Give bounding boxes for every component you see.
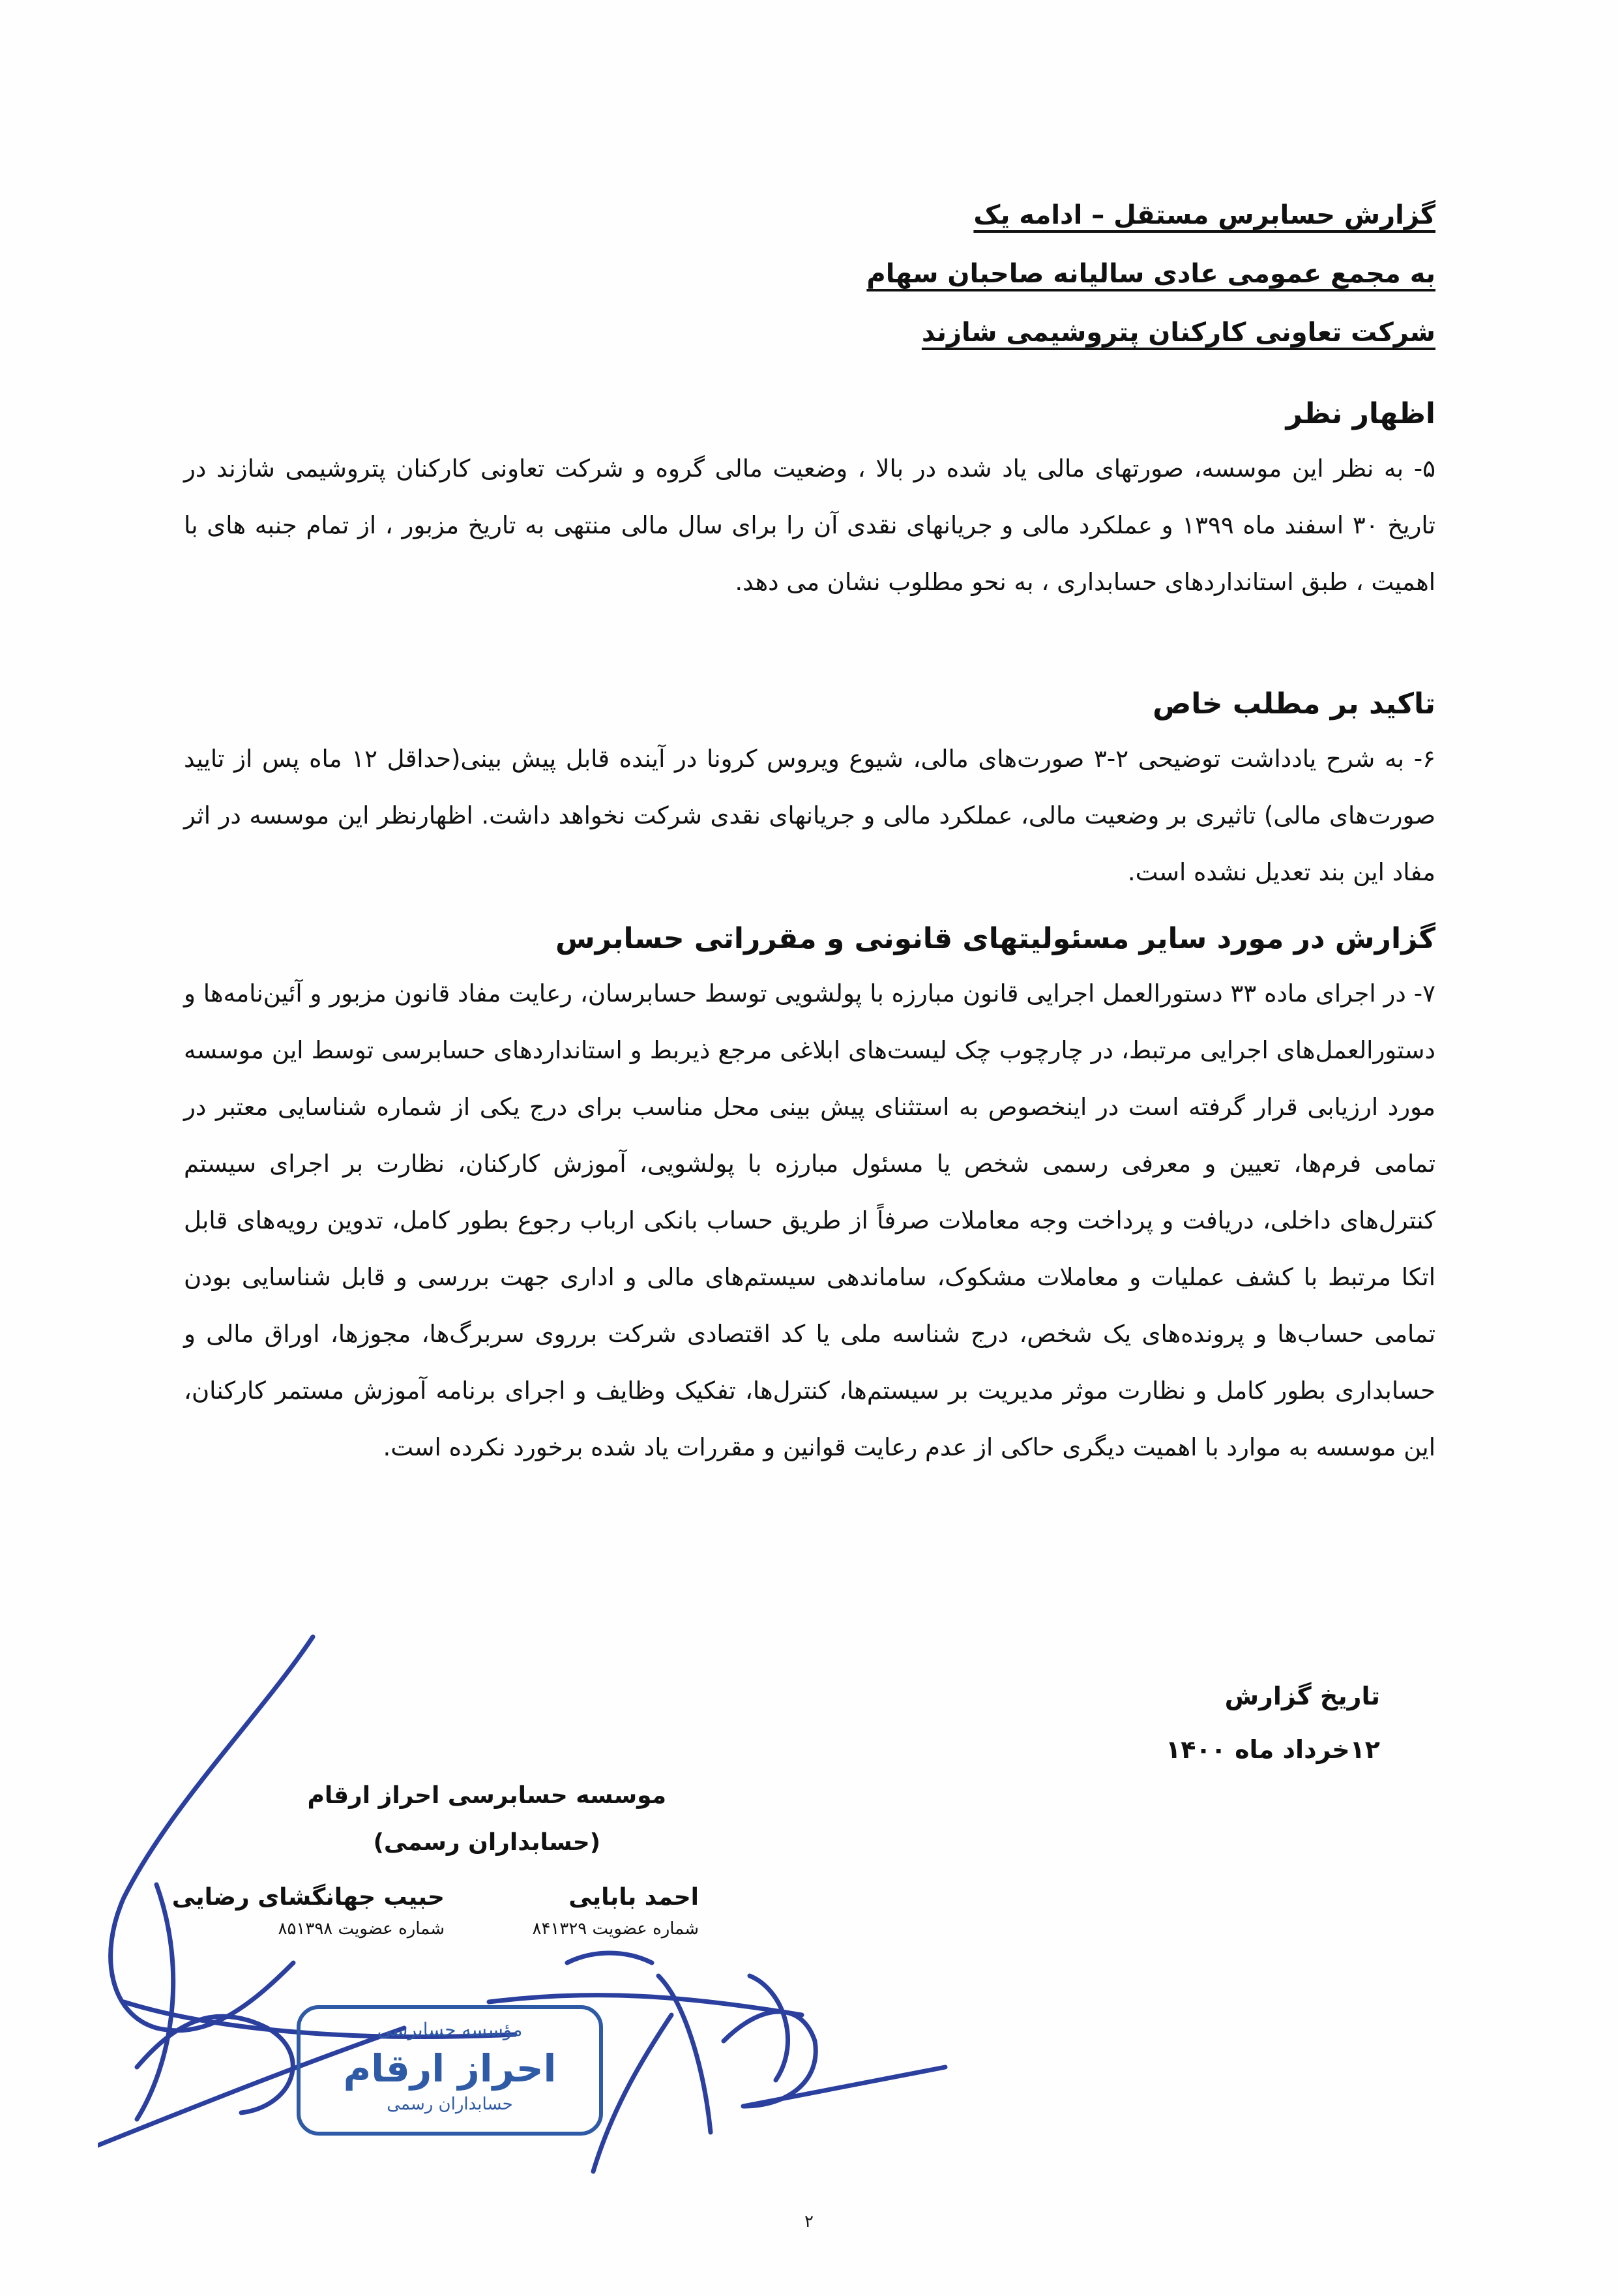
report-header xyxy=(458,186,1435,362)
other-responsibilities-heading: گزارش در مورد سایر مسئولیتهای قانونی و مقرراتی حسابرس xyxy=(555,922,1435,955)
partner-name: احمد بابایی xyxy=(568,1884,699,1911)
header-company: شرکت تعاونی کارکنان پتروشیمی شازند xyxy=(921,318,1435,348)
stamp-top-text: مؤسسه حسابرسی xyxy=(377,2019,523,2040)
emphasis-heading: تاکید بر مطلب خاص xyxy=(1153,687,1435,721)
header-title: گزارش حسابرس مستقل – ادامه یک xyxy=(973,200,1435,230)
stamp-bottom-text: حسابداران رسمی xyxy=(387,2095,513,2114)
header-addressee: به مجمع عمومی عادی سالیانه صاحبان سهام xyxy=(866,259,1435,289)
firm-stamp xyxy=(297,2005,603,2136)
emphasis-paragraph: ۶- به شرح یادداشت توضیحی ۲-۳ صورت‌های مالی، شیوع ویروس کرونا در آینده قابل پیش بینی(حداقل ۱۲ ماه پس از تایید صورت‌های مالی) تاثیری بر وضعیت مالی، عملکرد مالی و جریانهای نقدی شرکت نخواهد داشت. اظهارنظر این موسسه در اثر مفاد این بند تعدیل نشده است. xyxy=(184,745,1435,886)
opinion-section xyxy=(184,388,1435,610)
emphasis-section xyxy=(184,678,1435,901)
partner-name: حبیب جهانگشای رضایی xyxy=(171,1884,445,1911)
opinion-paragraph: ۵- به نظر این موسسه، صورتهای مالی یاد شده در بالا ، وضعیت مالی گروه و شرکت تعاونی کارکنان پتروشیمی شازند در تاریخ ۳۰ اسفند ماه ۱۳۹۹ و عملکرد مالی و جریانهای نقدی آن را برای سال مالی منتهی به تاریخ مزبور ، از تمام جنبه های با اهمیت ، طبق استانداردهای حسابداری ، به نحو مطلوب نشان می دهد. xyxy=(184,455,1435,596)
partner-membership: شماره عضویت ۸۴۱۳۲۹ xyxy=(532,1919,699,1939)
other-responsibilities-paragraph: ۷- در اجرای ماده ۳۳ دستورالعمل اجرایی قانون مبارزه با پولشویی توسط حسابرسان، رعایت مفاد قانون مزبور و آئین‌نامه‌ها و دستورالعمل‌های اجرایی مرتبط، در چارچوب چک لیست‌های ابلاغی مرجع ذیربط و استانداردهای حسابرسی توسط این موسسه مورد ارزیابی قرار گرفته است در اینخصوص به استثنای پیش بینی محل مناسب برای درج یکی از شماره شناسایی معتبر در تمامی فرم‌ها، تعیین و معرفی رسمی شخص یا مسئول مبارزه با پولشویی، آموزش کارکنان، نظارت بر اجرای سیستم کنترل‌های داخلی، دریافت و پرداخت وجه معاملات صرفاً از طریق حساب بانکی ارباب رجوع بطور کامل، تدوین رویه‌های قابل اتکا مرتبط با کشف عملیات و معاملات مشکوک، ساماندهی سیستم‌های مالی و اداری جهت بررسی و قابل شناسایی بودن تمامی حساب‌ها و پرونده‌های یک شخص، درج شناسه ملی یا کد اقتصادی شرکت برروی سربرگ‌ها، مجوزها، اوراق مالی و حسابداری بطور کامل و نظارت موثر مدیریت بر سیستم‌ها، کنترل‌ها، تفکیک وظایف و اجرای برنامه آموزش مستمر کارکنان، این موسسه به موارد با اهمیت دیگری حاکی از عدم رعایت قوانین و مقررات یاد شده برخورد نکرده است. xyxy=(184,979,1435,1461)
audit-firm-name: موسسه حسابرسی احراز ارقام xyxy=(307,1782,666,1809)
report-date-block xyxy=(1166,1669,1380,1776)
report-date-label: تاریخ گزارش xyxy=(1224,1682,1380,1710)
audit-firm-subtitle: (حسابداران رسمی) xyxy=(373,1829,601,1856)
other-responsibilities-section xyxy=(184,913,1435,1476)
report-date-value: ۱۲خرداد ماه ۱۴۰۰ xyxy=(1166,1735,1380,1764)
partner-membership: شماره عضویت ۸۵۱۳۹۸ xyxy=(278,1919,445,1939)
page-number: ۲ xyxy=(804,2212,814,2231)
stamp-main-text: احراز ارقام xyxy=(343,2046,557,2091)
opinion-heading: اظهار نظر xyxy=(1286,397,1435,430)
